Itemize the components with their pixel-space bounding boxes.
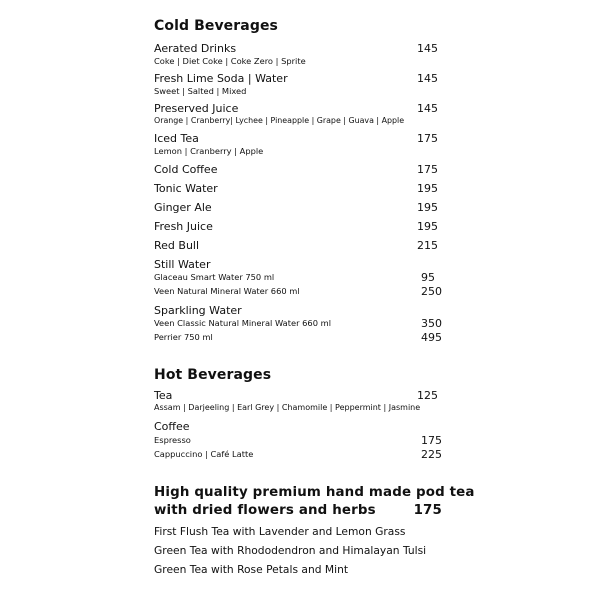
item-name: Fresh Lime Soda | Water [154, 72, 288, 85]
item-name: Sparkling Water [154, 304, 242, 317]
item-name: Still Water [154, 258, 211, 271]
item-name: Red Bull [154, 239, 200, 252]
item-options: Lemon | Cranberry | Apple [154, 146, 264, 156]
variant-name: Glaceau Smart Water 750 ml [154, 272, 275, 282]
item-price: 195 [417, 201, 438, 214]
item-name: Ginger Ale [154, 201, 212, 214]
pod-tea-price: 175 [413, 503, 442, 518]
item-name: Aerated Drinks [154, 42, 237, 55]
item-price: 145 [417, 72, 438, 85]
item-price: 175 [417, 132, 438, 145]
item-name: Tonic Water [154, 182, 218, 195]
item-name: Fresh Juice [154, 220, 213, 233]
item-name: Iced Tea [154, 132, 199, 145]
pod-tea-item: First Flush Tea with Lavender and Lemon Grass [154, 525, 406, 538]
variant-price: 250 [421, 285, 442, 298]
item-name: Cold Coffee [154, 163, 218, 176]
item-price: 145 [417, 102, 438, 115]
variant-price: 350 [421, 317, 442, 330]
pod-tea-title-line1: High quality premium hand made pod tea [154, 485, 475, 500]
item-options: Orange | Cranberry| Lychee | Pineapple | Grape | Guava | Apple [154, 116, 405, 125]
item-price: 125 [417, 389, 438, 402]
section-title-cold-beverages: Cold Beverages [154, 18, 278, 34]
variant-name: Veen Classic Natural Mineral Water 660 ml [154, 318, 331, 328]
variant-name: Espresso [154, 435, 191, 445]
item-name: Preserved Juice [154, 102, 239, 115]
variant-price: 495 [421, 331, 442, 344]
pod-tea-title-line2: with dried flowers and herbs [154, 503, 376, 518]
variant-price: 95 [421, 271, 435, 284]
item-price: 195 [417, 182, 438, 195]
variant-name: Cappuccino | Café Latte [154, 449, 254, 459]
item-options: Coke | Diet Coke | Coke Zero | Sprite [154, 56, 306, 66]
variant-price: 225 [421, 448, 442, 461]
item-price: 175 [417, 163, 438, 176]
variant-name: Veen Natural Mineral Water 660 ml [154, 286, 300, 296]
item-price: 215 [417, 239, 438, 252]
variant-name: Perrier 750 ml [154, 332, 213, 342]
pod-tea-item: Green Tea with Rose Petals and Mint [154, 563, 349, 576]
item-options: Sweet | Salted | Mixed [154, 86, 247, 96]
pod-tea-item: Green Tea with Rhododendron and Himalayan Tulsi [154, 544, 427, 557]
item-name: Tea [154, 389, 173, 402]
variant-price: 175 [421, 434, 442, 447]
item-price: 145 [417, 42, 438, 55]
item-options: Assam | Darjeeling | Earl Grey | Chamomile | Peppermint | Jasmine [154, 403, 421, 412]
item-name: Coffee [154, 420, 190, 433]
item-price: 195 [417, 220, 438, 233]
section-title-hot-beverages: Hot Beverages [154, 367, 272, 383]
